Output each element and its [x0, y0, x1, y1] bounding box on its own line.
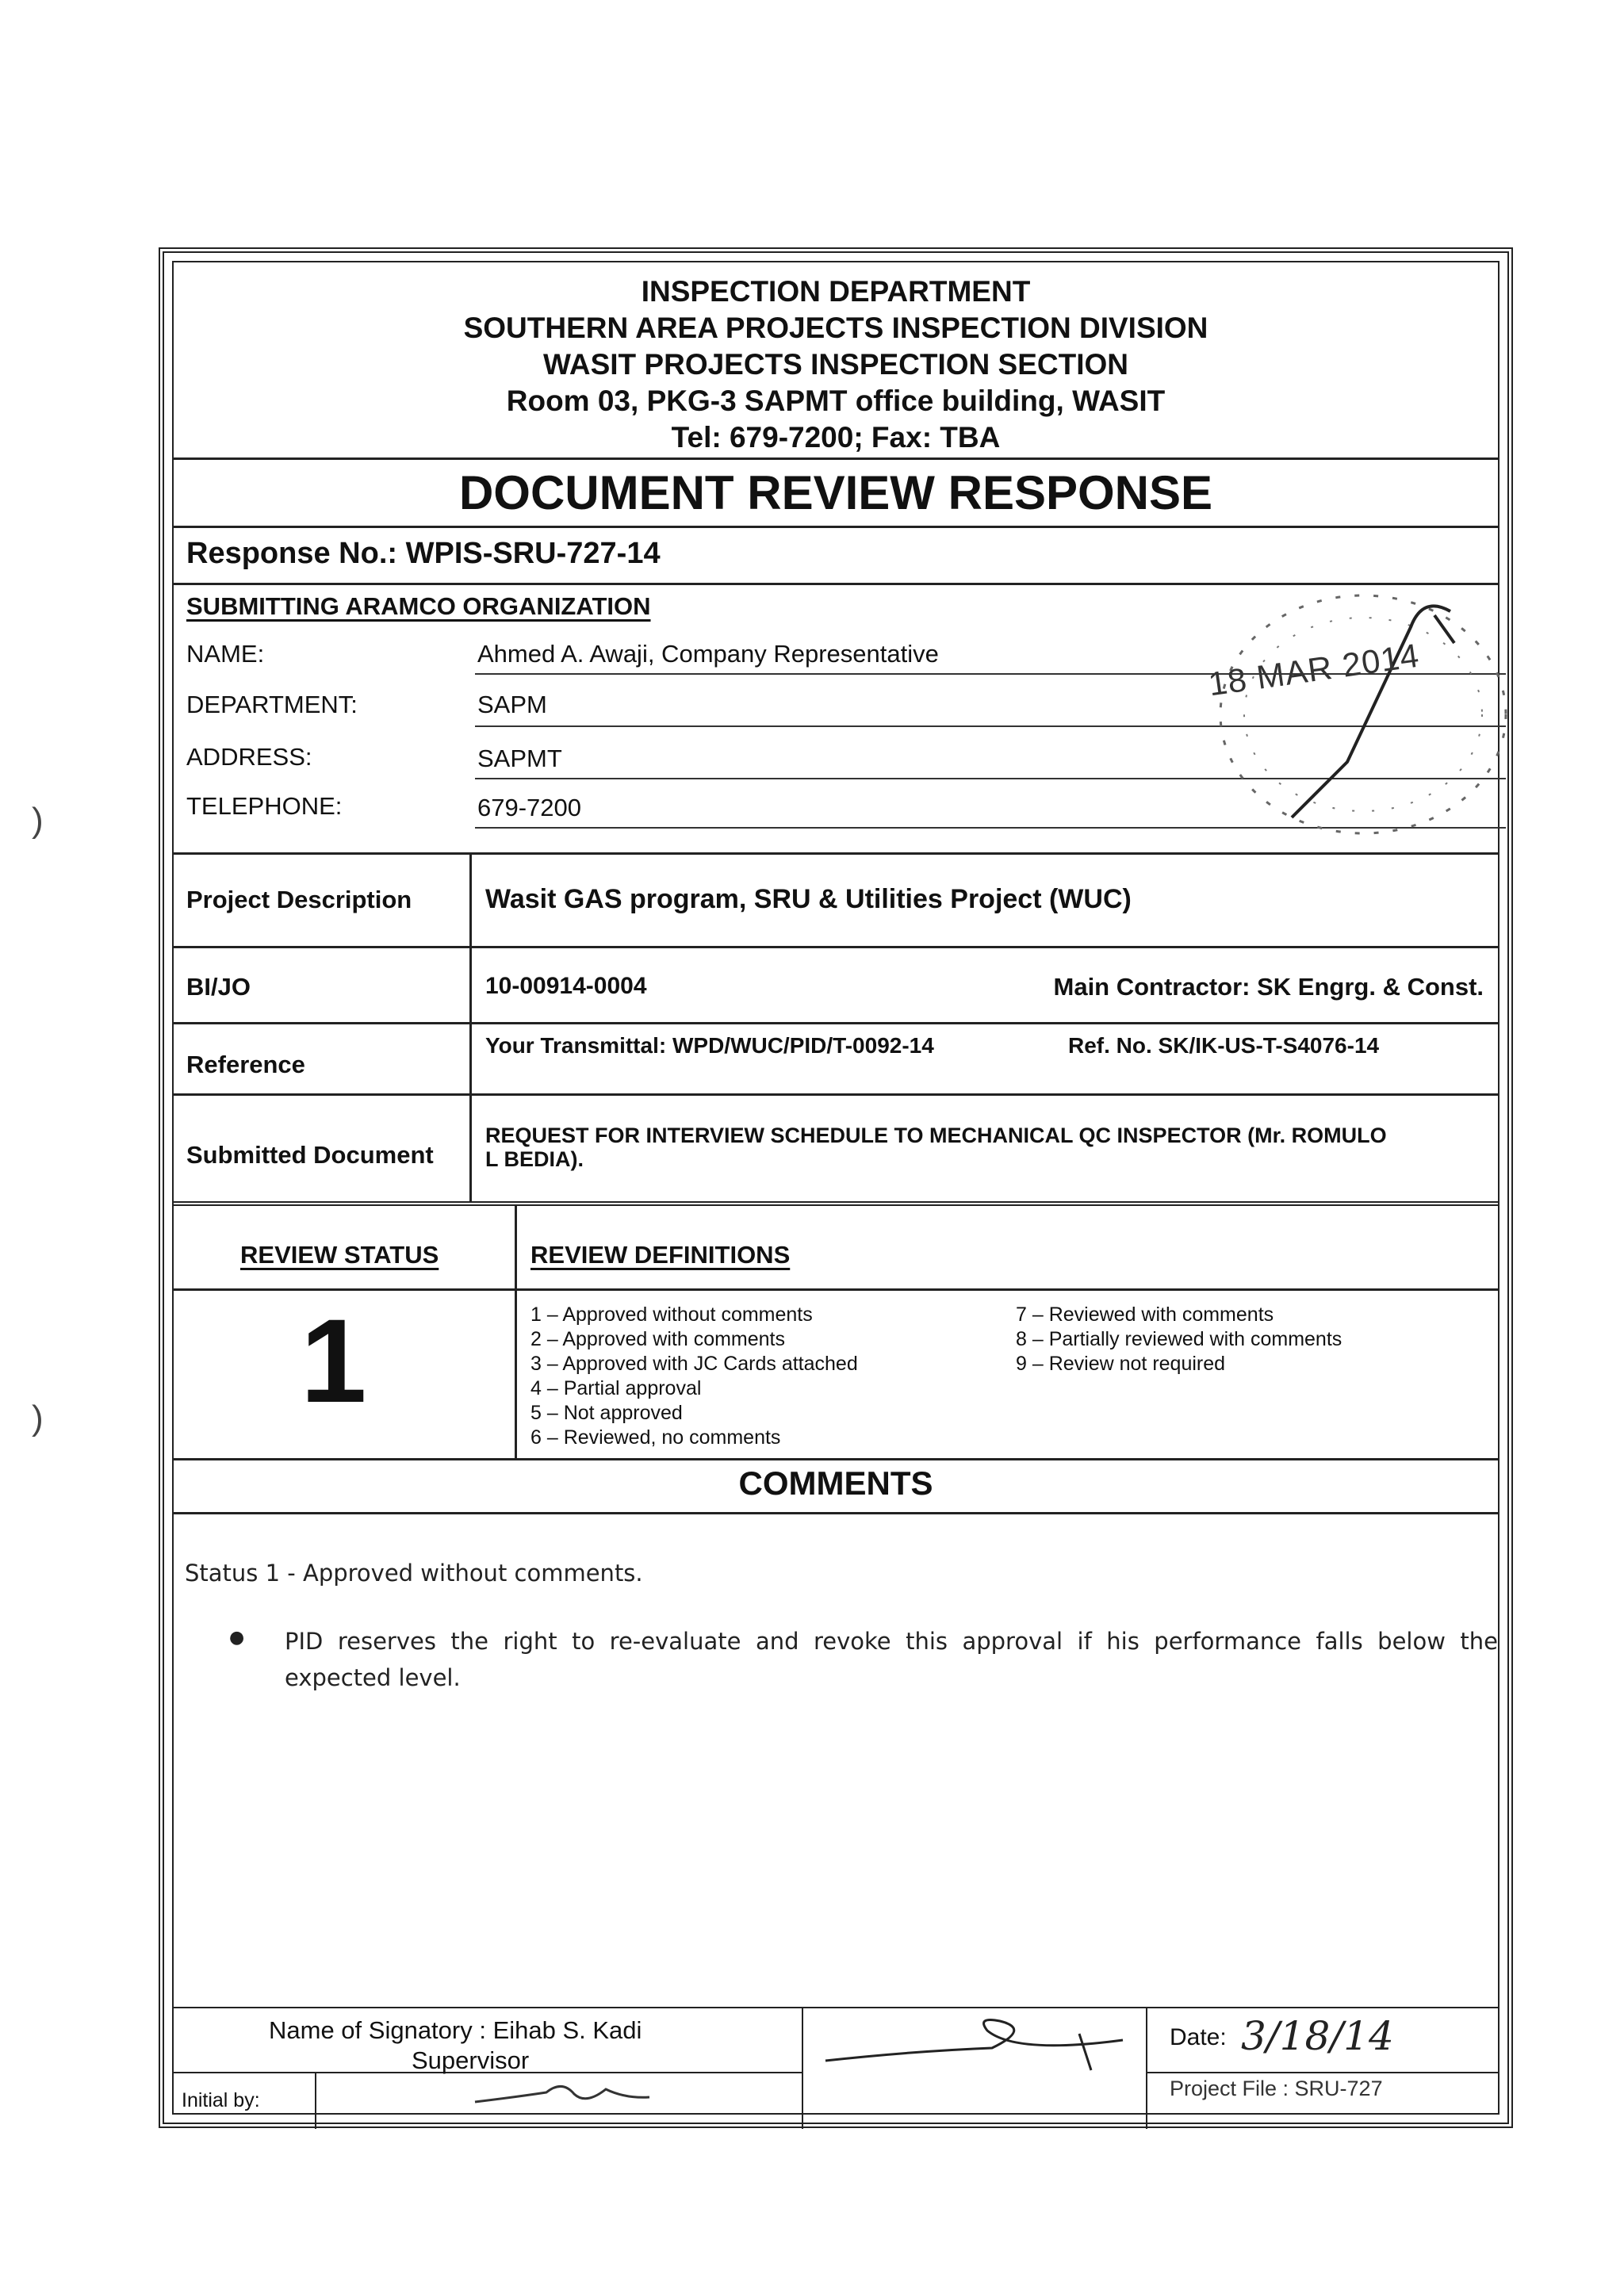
- name-value: Ahmed A. Awaji, Company Representative: [477, 640, 939, 668]
- divider: [174, 1022, 1498, 1024]
- definition-item: 2 – Approved with comments: [530, 1328, 785, 1350]
- bijo-label: BI/JO: [186, 973, 251, 1001]
- definition-item: 6 – Reviewed, no comments: [530, 1426, 781, 1449]
- division-line: SOUTHERN AREA PROJECTS INSPECTION DIVISION: [463, 312, 1208, 344]
- definition-item: 5 – Not approved: [530, 1402, 683, 1424]
- telephone-label: TELEPHONE:: [186, 792, 343, 820]
- response-number-label: Response No.:: [186, 537, 398, 570]
- definition-item: 8 – Partially reviewed with comments: [1016, 1328, 1342, 1350]
- punch-hole-mark: ): [32, 801, 44, 840]
- definition-item: 4 – Partial approval: [530, 1377, 702, 1399]
- organization-heading: SUBMITTING ARAMCO ORGANIZATION: [186, 592, 651, 620]
- divider: [174, 1288, 1498, 1291]
- response-number: [186, 537, 661, 571]
- signatory-name: Name of Signatory : Eihab S. Kadi: [269, 2016, 642, 2044]
- received-stamp: [1212, 580, 1514, 849]
- name-label: NAME:: [186, 640, 265, 668]
- reference-label: Reference: [186, 1051, 305, 1078]
- review-status-heading: REVIEW STATUS: [240, 1241, 439, 1269]
- project-description-label: Project Description: [186, 886, 412, 913]
- date-value: 3/18/14: [1241, 2013, 1394, 2059]
- divider: [174, 946, 1498, 948]
- address-line: Room 03, PKG-3 SAPMT office building, WASIT: [506, 385, 1166, 417]
- submitted-document-label: Submitted Document: [186, 1141, 434, 1169]
- comments-status-line: Status 1 - Approved without comments.: [185, 1560, 643, 1587]
- date-label: Date:: [1170, 2024, 1227, 2050]
- divider: [174, 1458, 1498, 1460]
- signatory-role: Supervisor: [412, 2046, 530, 2074]
- divider: [1146, 2072, 1498, 2073]
- review-definitions-heading: REVIEW DEFINITIONS: [530, 1241, 791, 1269]
- contact-line: Tel: 679-7200; Fax: TBA: [671, 421, 1001, 454]
- project-description-value: Wasit GAS program, SRU & Utilities Project (WUC): [485, 884, 1132, 914]
- document-title: DOCUMENT REVIEW RESPONSE: [458, 466, 1213, 519]
- stamp-date: 18 MAR 2014: [1205, 636, 1422, 703]
- submitted-document-line2: L BEDIA).: [485, 1147, 584, 1171]
- section-divider: [174, 1201, 1498, 1206]
- transmittal-number: Your Transmittal: WPD/WUC/PID/T-0092-14: [485, 1033, 934, 1058]
- punch-hole-mark: ): [32, 1399, 44, 1437]
- table-divider: [802, 2007, 803, 2129]
- table-divider: [315, 2072, 316, 2129]
- response-number-value: WPIS-SRU-727-14: [405, 537, 661, 570]
- definition-item: 3 – Approved with JC Cards attached: [530, 1353, 858, 1375]
- supervisor-signature: [818, 2012, 1143, 2075]
- review-status-value: 1: [301, 1294, 367, 1427]
- telephone-value: 679-7200: [477, 794, 582, 821]
- initials-signature: [467, 2073, 657, 2121]
- table-divider: [515, 1206, 517, 1458]
- definition-item: 1 – Approved without comments: [530, 1303, 813, 1326]
- table-divider: [469, 852, 472, 1201]
- definitions-left: [530, 1303, 858, 1450]
- divider: [174, 2007, 1498, 2008]
- divider: [174, 852, 1498, 855]
- comments-heading: COMMENTS: [738, 1464, 933, 1502]
- department-line: INSPECTION DEPARTMENT: [641, 275, 1031, 308]
- divider: [174, 1093, 1498, 1096]
- definitions-right: [1016, 1303, 1342, 1376]
- department-value: SAPM: [477, 691, 547, 718]
- divider: [174, 526, 1498, 528]
- document-body: [172, 261, 1500, 2115]
- divider: [174, 457, 1498, 460]
- submitted-document-line1: REQUEST FOR INTERVIEW SCHEDULE TO MECHANICAL QC INSPECTOR (Mr. ROMULO: [485, 1124, 1387, 1147]
- main-contractor: Main Contractor: SK Engrg. & Const.: [1053, 973, 1484, 1001]
- address-label: ADDRESS:: [186, 743, 312, 771]
- department-label: DEPARTMENT:: [186, 691, 358, 718]
- comments-bullet-text: PID reserves the right to re-evaluate and revoke this approval if his performance falls below the expected level.: [285, 1628, 1498, 1691]
- bijo-value: 10-00914-0004: [485, 973, 647, 999]
- bullet-icon: ●: [229, 1628, 245, 1648]
- definition-item: 7 – Reviewed with comments: [1016, 1303, 1274, 1326]
- definition-item: 9 – Review not required: [1016, 1353, 1226, 1375]
- reference-number: Ref. No. SK/IK-US-T-S4076-14: [1068, 1033, 1380, 1058]
- section-line: WASIT PROJECTS INSPECTION SECTION: [542, 348, 1129, 381]
- initial-by-label: Initial by:: [182, 2089, 260, 2111]
- document-frame: [159, 247, 1513, 2128]
- divider: [174, 1512, 1498, 1514]
- address-value: SAPMT: [477, 745, 562, 772]
- project-file: Project File : SRU-727: [1170, 2077, 1383, 2100]
- table-divider: [1146, 2007, 1147, 2129]
